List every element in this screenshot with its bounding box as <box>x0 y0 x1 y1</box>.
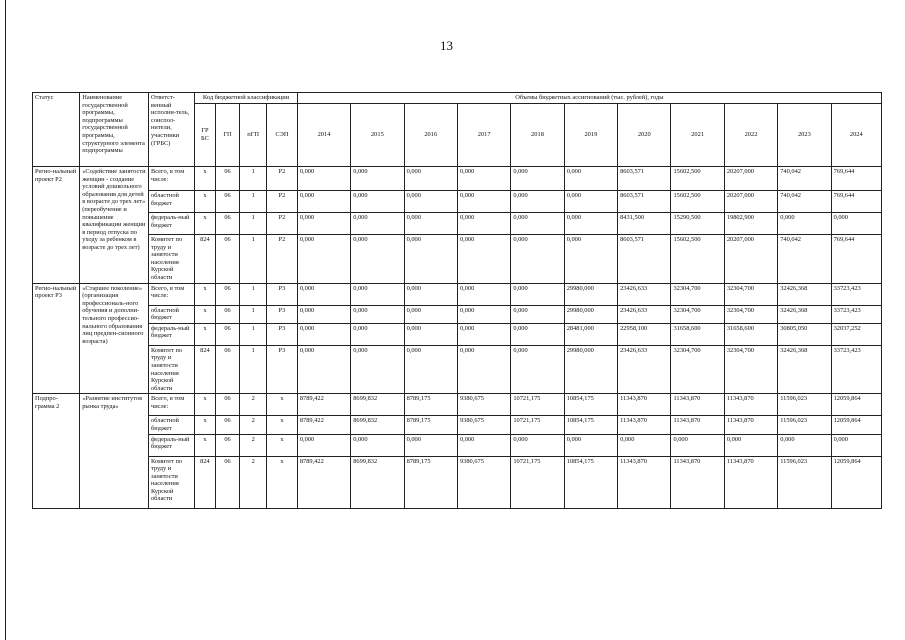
value-cell: 11343,870 <box>724 394 777 416</box>
header-year: 2014 <box>297 104 350 167</box>
code-cell-gp: 06 <box>215 434 240 456</box>
value-cell: 29980,000 <box>564 283 617 305</box>
value-cell: 0,000 <box>297 283 350 305</box>
value-cell: 8789,175 <box>404 456 457 508</box>
code-cell-grbs: 824 <box>195 235 216 284</box>
value-cell: 0,000 <box>564 235 617 284</box>
code-cell-sep: Р3 <box>267 305 298 323</box>
value-cell: 8789,422 <box>297 456 350 508</box>
value-cell: 8699,832 <box>351 456 404 508</box>
code-cell-gp: 06 <box>215 167 240 191</box>
header-year: 2020 <box>618 104 671 167</box>
value-cell: 11596,023 <box>778 394 831 416</box>
code-cell-sep: х <box>267 434 298 456</box>
program-name-cell: «Старшее поколение» (организация профессиональ-ного обучения и дополни-тельного профессио-нального образования лиц предпен-сионного возраста) <box>80 283 149 394</box>
value-cell: 0,000 <box>511 305 564 323</box>
table-row <box>33 283 882 305</box>
value-cell: 8789,422 <box>297 394 350 416</box>
value-cell: 0,000 <box>457 213 510 235</box>
value-cell: 8603,571 <box>618 191 671 213</box>
header-year: 2019 <box>564 104 617 167</box>
header-volumes: Объемы бюджетных ассигнований (тыс. рублей), годы <box>297 93 881 104</box>
value-cell: 29980,000 <box>564 305 617 323</box>
code-cell-gp: 06 <box>215 394 240 416</box>
header-budget-code: Код бюджетной классификации <box>195 93 298 104</box>
code-cell-gp: 06 <box>215 305 240 323</box>
value-cell: 0,000 <box>404 235 457 284</box>
value-cell: 0,000 <box>297 167 350 191</box>
value-cell: 20207,000 <box>724 235 777 284</box>
value-cell: 31658,600 <box>671 323 724 345</box>
value-cell: 9380,675 <box>457 416 510 434</box>
value-cell: 8699,832 <box>351 416 404 434</box>
value-cell: 0,000 <box>831 213 881 235</box>
value-cell: 11343,870 <box>724 456 777 508</box>
code-cell-grbs: 824 <box>195 456 216 508</box>
status-cell: Регио-нальный проект Р3 <box>33 283 80 394</box>
code-cell-pgp: 2 <box>240 434 267 456</box>
value-cell: 0,000 <box>351 235 404 284</box>
value-cell: 10854,175 <box>564 416 617 434</box>
code-cell-grbs: 824 <box>195 345 216 394</box>
executor-cell: Комитет по труду и занятости населения Курской области <box>148 235 194 284</box>
code-cell-pgp: 1 <box>240 191 267 213</box>
value-cell: 0,000 <box>457 305 510 323</box>
value-cell: 740,042 <box>778 167 831 191</box>
value-cell: 10721,175 <box>511 456 564 508</box>
table-row <box>33 456 882 508</box>
table-row <box>33 434 882 456</box>
value-cell: 11343,870 <box>618 456 671 508</box>
value-cell: 740,042 <box>778 191 831 213</box>
value-cell: 0,000 <box>511 213 564 235</box>
value-cell: 0,000 <box>297 235 350 284</box>
value-cell: 20207,000 <box>724 167 777 191</box>
code-cell-pgp: 1 <box>240 213 267 235</box>
table-row <box>33 167 882 191</box>
value-cell: 0,000 <box>351 434 404 456</box>
value-cell: 15602,500 <box>671 235 724 284</box>
value-cell: 0,000 <box>297 323 350 345</box>
value-cell: 8431,500 <box>618 213 671 235</box>
code-cell-pgp: 1 <box>240 235 267 284</box>
table-row <box>33 305 882 323</box>
status-cell: Регио-нальный проект Р2 <box>33 167 80 284</box>
value-cell: 0,000 <box>511 323 564 345</box>
value-cell: 32426,368 <box>778 345 831 394</box>
value-cell: 33723,423 <box>831 283 881 305</box>
value-cell: 740,042 <box>778 235 831 284</box>
value-cell: 0,000 <box>618 434 671 456</box>
program-name-cell: «Содействие занятости женщин - создание условий дошкольного образования для детей в возрасте до трех лет» (переобучение и повышение квалификации женщин в период отпуска по уходу за ребенком в возрасте до трех лет) <box>80 167 149 284</box>
executor-cell: Всего, в том числе: <box>148 283 194 305</box>
value-cell: 0,000 <box>511 434 564 456</box>
code-cell-gp: 06 <box>215 456 240 508</box>
code-cell-sep: Р2 <box>267 191 298 213</box>
header-name: Наименование государственной программы, подпрограммы государственной программы, структурного элемента подпрограммы <box>80 93 149 167</box>
value-cell: 0,000 <box>351 305 404 323</box>
value-cell: 8789,175 <box>404 394 457 416</box>
value-cell: 0,000 <box>404 191 457 213</box>
value-cell: 9380,675 <box>457 456 510 508</box>
value-cell: 0,000 <box>778 434 831 456</box>
value-cell: 769,644 <box>831 191 881 213</box>
code-cell-grbs: х <box>195 191 216 213</box>
header-year: 2021 <box>671 104 724 167</box>
value-cell: 32304,700 <box>671 283 724 305</box>
value-cell: 0,000 <box>564 434 617 456</box>
value-cell: 8699,832 <box>351 394 404 416</box>
code-cell-grbs: х <box>195 394 216 416</box>
value-cell: 15602,500 <box>671 191 724 213</box>
table-row <box>33 235 882 284</box>
executor-cell: Комитет по труду и занятости населения Курской области <box>148 345 194 394</box>
executor-cell: Комитет по труду и занятости населения Курской области <box>148 456 194 508</box>
code-cell-gp: 06 <box>215 191 240 213</box>
code-cell-gp: 06 <box>215 283 240 305</box>
header-year: 2016 <box>404 104 457 167</box>
code-cell-grbs: х <box>195 283 216 305</box>
value-cell: 32037,252 <box>831 323 881 345</box>
code-cell-pgp: 2 <box>240 456 267 508</box>
value-cell: 32426,368 <box>778 283 831 305</box>
table-row <box>33 345 882 394</box>
value-cell: 0,000 <box>297 213 350 235</box>
header-year: 2022 <box>724 104 777 167</box>
value-cell: 8789,422 <box>297 416 350 434</box>
code-cell-sep: х <box>267 394 298 416</box>
code-cell-pgp: 1 <box>240 323 267 345</box>
value-cell: 11343,870 <box>671 416 724 434</box>
value-cell: 0,000 <box>457 283 510 305</box>
value-cell: 11343,870 <box>671 394 724 416</box>
value-cell: 0,000 <box>564 191 617 213</box>
value-cell: 12059,864 <box>831 394 881 416</box>
code-cell-gp: 06 <box>215 235 240 284</box>
executor-cell: федераль-ный бюджет <box>148 213 194 235</box>
header-year: 2023 <box>778 104 831 167</box>
page-number: 13 <box>440 38 453 53</box>
value-cell: 8603,571 <box>618 235 671 284</box>
header-code: СЭП <box>267 104 298 167</box>
value-cell: 9380,675 <box>457 394 510 416</box>
header-year: 2017 <box>457 104 510 167</box>
value-cell: 0,000 <box>457 434 510 456</box>
value-cell: 32304,700 <box>724 305 777 323</box>
value-cell: 15602,500 <box>671 167 724 191</box>
value-cell: 0,000 <box>778 213 831 235</box>
value-cell: 0,000 <box>297 305 350 323</box>
value-cell: 10854,175 <box>564 394 617 416</box>
value-cell: 11343,870 <box>724 416 777 434</box>
value-cell: 0,000 <box>404 167 457 191</box>
executor-cell: областной бюджет <box>148 416 194 434</box>
value-cell: 769,644 <box>831 235 881 284</box>
code-cell-grbs: х <box>195 213 216 235</box>
header-status: Статус <box>33 93 80 167</box>
header-year: 2018 <box>511 104 564 167</box>
value-cell: 0,000 <box>457 345 510 394</box>
budget-allocation-table <box>32 92 882 509</box>
value-cell: 0,000 <box>511 283 564 305</box>
value-cell: 22958,100 <box>618 323 671 345</box>
value-cell: 32304,700 <box>724 283 777 305</box>
value-cell: 0,000 <box>511 345 564 394</box>
value-cell: 12059,864 <box>831 456 881 508</box>
value-cell: 10721,175 <box>511 394 564 416</box>
value-cell: 30805,050 <box>778 323 831 345</box>
value-cell: 0,000 <box>404 283 457 305</box>
value-cell: 0,000 <box>511 235 564 284</box>
value-cell: 19802,900 <box>724 213 777 235</box>
code-cell-pgp: 2 <box>240 394 267 416</box>
value-cell: 12059,864 <box>831 416 881 434</box>
value-cell: 0,000 <box>457 167 510 191</box>
value-cell: 32304,700 <box>671 305 724 323</box>
value-cell: 23426,633 <box>618 305 671 323</box>
header-executor: Ответст-венный исполни-тель, соиспол-нители, участники (ГРБС) <box>148 93 194 167</box>
value-cell: 11343,870 <box>618 416 671 434</box>
code-cell-gp: 06 <box>215 213 240 235</box>
value-cell: 0,000 <box>351 191 404 213</box>
code-cell-pgp: 1 <box>240 305 267 323</box>
value-cell: 33723,423 <box>831 345 881 394</box>
value-cell: 0,000 <box>351 283 404 305</box>
value-cell: 10854,175 <box>564 456 617 508</box>
value-cell: 20207,000 <box>724 191 777 213</box>
value-cell: 32426,368 <box>778 305 831 323</box>
page-margin-rule <box>5 0 6 640</box>
code-cell-sep: Р2 <box>267 235 298 284</box>
table-row <box>33 416 882 434</box>
value-cell: 0,000 <box>297 191 350 213</box>
table-row <box>33 323 882 345</box>
code-cell-gp: 06 <box>215 323 240 345</box>
code-cell-grbs: х <box>195 323 216 345</box>
value-cell: 32304,700 <box>671 345 724 394</box>
value-cell: 33723,423 <box>831 305 881 323</box>
value-cell: 11343,870 <box>618 394 671 416</box>
executor-cell: федераль-ный бюджет <box>148 323 194 345</box>
value-cell: 0,000 <box>404 345 457 394</box>
value-cell: 23426,633 <box>618 283 671 305</box>
value-cell: 8789,175 <box>404 416 457 434</box>
header-code: пГП <box>240 104 267 167</box>
value-cell: 31658,600 <box>724 323 777 345</box>
executor-cell: Всего, в том числе: <box>148 167 194 191</box>
value-cell: 0,000 <box>831 434 881 456</box>
value-cell: 0,000 <box>724 434 777 456</box>
value-cell: 0,000 <box>457 235 510 284</box>
header-code: ГП <box>215 104 240 167</box>
status-cell: Подпро-грамма 2 <box>33 394 80 508</box>
value-cell: 11596,023 <box>778 456 831 508</box>
code-cell-sep: х <box>267 416 298 434</box>
header-code: ГР БС <box>195 104 216 167</box>
code-cell-pgp: 1 <box>240 283 267 305</box>
code-cell-sep: х <box>267 456 298 508</box>
code-cell-grbs: х <box>195 416 216 434</box>
code-cell-sep: Р3 <box>267 345 298 394</box>
value-cell: 0,000 <box>511 167 564 191</box>
value-cell: 0,000 <box>351 167 404 191</box>
header-year: 2015 <box>351 104 404 167</box>
value-cell: 769,644 <box>831 167 881 191</box>
code-cell-gp: 06 <box>215 416 240 434</box>
value-cell: 0,000 <box>511 191 564 213</box>
value-cell: 0,000 <box>404 323 457 345</box>
value-cell: 11343,870 <box>671 456 724 508</box>
value-cell: 10721,175 <box>511 416 564 434</box>
value-cell: 0,000 <box>297 345 350 394</box>
value-cell: 0,000 <box>671 434 724 456</box>
executor-cell: федераль-ный бюджет <box>148 434 194 456</box>
executor-cell: областной бюджет <box>148 305 194 323</box>
value-cell: 11596,023 <box>778 416 831 434</box>
value-cell: 28481,000 <box>564 323 617 345</box>
code-cell-sep: Р3 <box>267 323 298 345</box>
table-row <box>33 394 882 416</box>
value-cell: 0,000 <box>351 323 404 345</box>
code-cell-pgp: 1 <box>240 345 267 394</box>
program-name-cell: «Развитие институтов рынка труда» <box>80 394 149 508</box>
value-cell: 0,000 <box>564 213 617 235</box>
executor-cell: областной бюджет <box>148 191 194 213</box>
table-row <box>33 191 882 213</box>
value-cell: 8603,571 <box>618 167 671 191</box>
value-cell: 0,000 <box>351 345 404 394</box>
code-cell-gp: 06 <box>215 345 240 394</box>
code-cell-pgp: 2 <box>240 416 267 434</box>
value-cell: 15290,500 <box>671 213 724 235</box>
value-cell: 32304,700 <box>724 345 777 394</box>
code-cell-sep: Р2 <box>267 213 298 235</box>
code-cell-pgp: 1 <box>240 167 267 191</box>
value-cell: 0,000 <box>457 191 510 213</box>
value-cell: 0,000 <box>457 323 510 345</box>
code-cell-grbs: х <box>195 305 216 323</box>
code-cell-sep: Р3 <box>267 283 298 305</box>
value-cell: 29980,000 <box>564 345 617 394</box>
value-cell: 0,000 <box>404 434 457 456</box>
code-cell-grbs: х <box>195 167 216 191</box>
table-row <box>33 213 882 235</box>
value-cell: 23426,633 <box>618 345 671 394</box>
code-cell-grbs: х <box>195 434 216 456</box>
value-cell: 0,000 <box>297 434 350 456</box>
value-cell: 0,000 <box>564 167 617 191</box>
value-cell: 0,000 <box>404 305 457 323</box>
code-cell-sep: Р2 <box>267 167 298 191</box>
value-cell: 0,000 <box>351 213 404 235</box>
executor-cell: Всего, в том числе: <box>148 394 194 416</box>
value-cell: 0,000 <box>404 213 457 235</box>
header-year: 2024 <box>831 104 881 167</box>
